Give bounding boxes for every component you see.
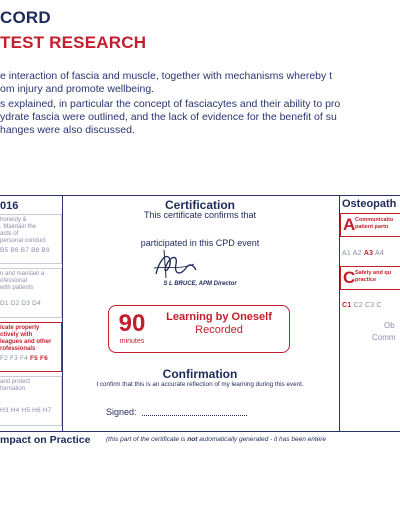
theme-text: Communicatio patient partn — [355, 217, 394, 230]
minutes-label: minutes — [119, 338, 145, 345]
standard-box-f — [0, 322, 62, 372]
description-line: hanges were also discussed. — [0, 124, 135, 136]
participation-statement: participated in this CPD event — [140, 238, 260, 248]
theme-codes-plain: A1 A2 — [342, 250, 364, 257]
description-line: ydrate fascia were outlined, and the lack of evidence for the benefit of su — [0, 111, 337, 123]
theme-codes-tail: A4 — [373, 250, 384, 257]
impact-note — [106, 436, 326, 443]
standard-codes-highlighted: F5 F6 — [29, 355, 48, 362]
certification-heading: Certification — [164, 198, 235, 212]
osteopathic-heading: Osteopath — [342, 198, 397, 210]
standard-text: icate properly ctively with leagues and other rofessionals — [0, 325, 52, 352]
standard-text: honesty & . Maintain the ards of personal conduct — [0, 217, 46, 244]
standard-codes: D1 D2 D3 D4 — [0, 300, 41, 307]
standard-codes: B5 B6 B7 B8 B9 — [0, 247, 50, 254]
impact-note-emphasis: not — [187, 436, 198, 443]
standard-box-d — [0, 268, 62, 318]
theme-letter: C — [343, 268, 356, 287]
confirmation-statement: I confirm that this is an accurate reflection of my learning during this event. — [96, 381, 304, 388]
theme-box-c — [340, 266, 400, 290]
standard-text: n and maintain a ofessional with patients — [0, 271, 45, 291]
theme-box-a — [340, 213, 400, 237]
theme-text: Safety and qu practice — [355, 270, 392, 283]
signature-field[interactable] — [142, 415, 247, 416]
description-line: om injury and promote wellbeing. — [0, 83, 155, 95]
commentary-label: Comm — [372, 333, 396, 342]
standard-text: and protect formation — [0, 379, 31, 392]
standard-box-h — [0, 376, 62, 426]
description-line: s explained, in particular the concept of fasciacytes and their ability to pro — [0, 98, 341, 110]
document-title: CORD — [0, 8, 51, 27]
impact-heading: mpact on Practice — [0, 434, 91, 446]
signed-label: Signed: — [106, 407, 137, 417]
section-divider-top — [0, 195, 400, 196]
standard-codes: H3 H4 H5 H6 H7 — [0, 407, 52, 414]
section-divider-bottom — [0, 431, 400, 432]
theme-codes-a — [342, 250, 384, 257]
director-signature — [150, 248, 198, 282]
certification-subtitle: This certificate confirms that — [143, 210, 257, 220]
description-line: e interaction of fascia and muscle, together with mechanisms whereby t — [0, 70, 333, 82]
learning-type: Learning by Oneself — [166, 311, 272, 323]
standard-codes-plain: F2 F3 F4 — [0, 355, 30, 362]
objective-label: Ob — [384, 321, 395, 330]
confirmation-heading: Confirmation — [162, 367, 238, 381]
standard-codes — [0, 355, 59, 362]
impact-note-part: (this part of the certificate is — [106, 436, 188, 443]
minutes-value: 90 — [118, 310, 146, 337]
theme-codes-highlighted: A3 — [363, 250, 374, 257]
signer-name: S L BRUCE, APM Director — [163, 281, 237, 287]
standards-heading: 016 — [0, 200, 19, 212]
theme-codes-tail: C2 C3 C — [351, 302, 382, 309]
theme-codes-c — [342, 302, 382, 309]
learning-status: Recorded — [195, 324, 243, 336]
document-subtitle: TEST RESEARCH — [0, 33, 147, 52]
standard-box-b — [0, 214, 62, 264]
theme-codes-highlighted: C1 — [342, 302, 352, 309]
impact-note-part: automatically generated - it has been entere — [197, 436, 327, 443]
theme-letter: A — [343, 215, 356, 234]
column-divider-left — [62, 196, 63, 432]
